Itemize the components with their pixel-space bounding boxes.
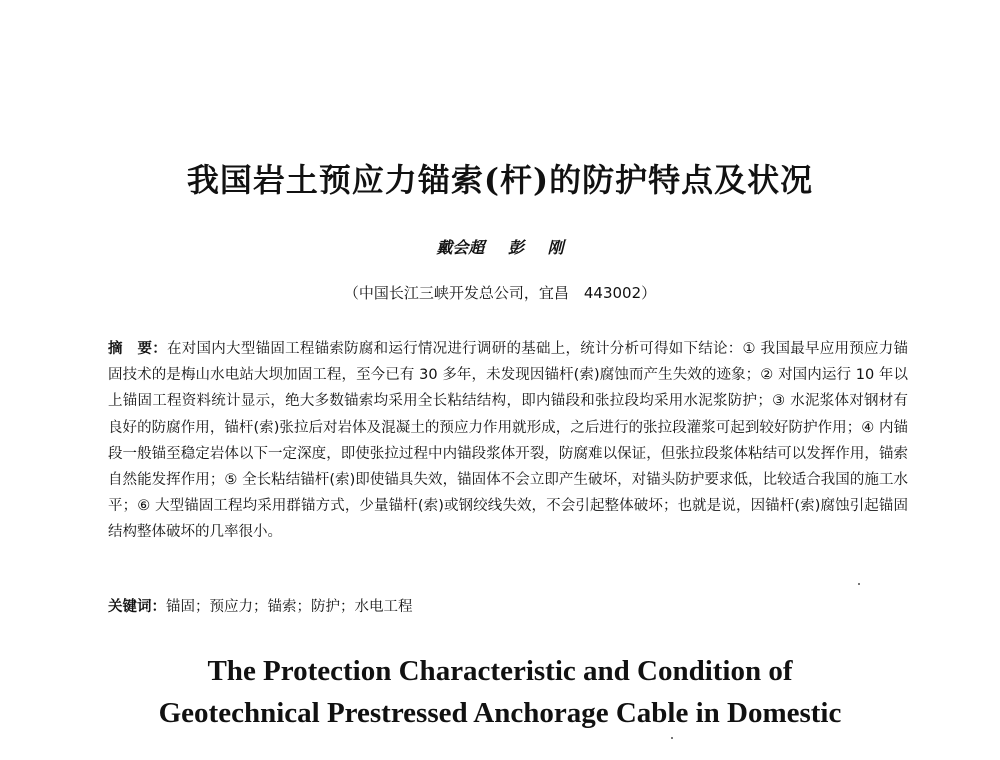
english-title: [0, 650, 1000, 734]
chinese-title: 我国岩土预应力锚索(杆)的防护特点及状况: [186, 161, 814, 199]
affiliation: （中国长江三峡开发总公司，宜昌 443002）: [343, 284, 657, 302]
english-title-line-1: The Protection Characteristic and Condition of: [207, 655, 793, 687]
keywords-text: 锚固；预应力；锚索；防护；水电工程: [166, 599, 413, 615]
abstract-paragraph: [108, 336, 908, 546]
abstract-text: 在对国内大型锚固工程锚索防腐和运行情况进行调研的基础上，统计分析可得如下结论：① 我国最早应用预应力锚固技术的是梅山水电站大坝加固工程，至今已有 30 多年，未发现因锚杆(索)腐蚀而产生失效的迹象；② 对国内运行 10 年以上锚固工程资料统计显示，绝大多数锚索均采用全长粘结结构，即内锚段和张拉段均采用水泥浆防护；③ 水泥浆体对钢材有良好的防腐作用，锚杆(索)张拉后对岩体及混凝土的预应力作用就形成，之后进行的张拉段灌浆可起到较好防护作用；④ 内锚段一般锚至稳定岩体以下一定深度，即使张拉过程中内锚段浆体开裂，防腐难以保证，但张拉段浆体粘结可以发挥作用，锚索自然能发挥作用；⑤ 全长粘结锚杆(索)即使锚具失效，锚固体不会立即产生破坏，对锚头防护要求低，比较适合我国的施工水平；⑥ 大型锚固工程均采用群锚方式，少量锚杆(索)或钢绞线失效，不会引起整体破坏；也就是说，因锚杆(索)腐蚀引起锚固结构整体破坏的几率很小。: [108, 341, 908, 541]
scan-speck: [671, 737, 673, 739]
keywords-label: 关键词：: [108, 599, 166, 615]
authors: 戴会超 彭 刚: [436, 238, 564, 257]
keywords-line: [108, 596, 908, 618]
english-title-line-2: Geotechnical Prestressed Anchorage Cable in Domestic: [158, 697, 842, 729]
scan-speck: [858, 583, 860, 585]
abstract-label: 摘 要：: [108, 341, 168, 357]
